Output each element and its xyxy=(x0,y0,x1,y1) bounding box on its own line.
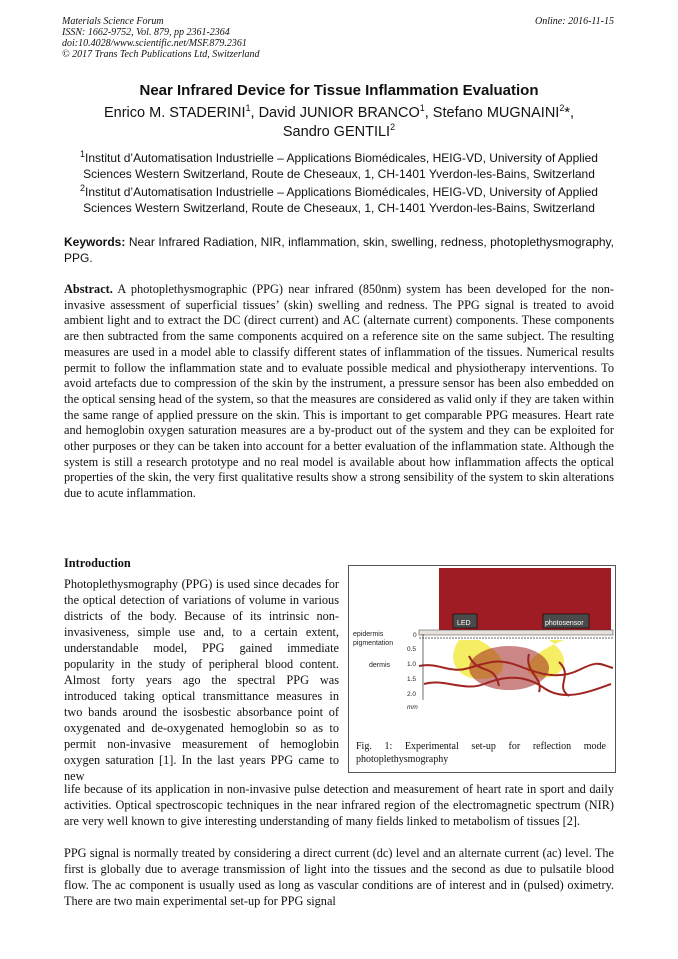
depth-tick-label: 0 xyxy=(413,632,417,639)
author-sup: 2 xyxy=(390,122,396,133)
abstract-text: A photoplethysmographic (PPG) near infrared (850nm) system has been developed for the non-invasive assessment of superficial tissues’ (skin) swelling and redness. The PPG signal is treated to avoid ambient light and to extract the DC (direct current) and AC (alternate current) components. These components are then subtracted from the same components acquired on a reference site on the same subject. The resulting measures are used in a model able to classify different states of inflammation of the tissues. Numerical results permit to follow the inflammation state and to evaluate possible medical and physiotherapy interventions. To avoid artefacts due to compression of the skin by the instrument, a pressure sensor has been also embedded on the optical sensing head of the system, so that the measures are considered as valid only if they are taken within the same range of applied pressure on the skin. This is important to get comparable PPG measures. Heart rate and hemoglobin oxygen saturation measures are a by-product out of the system and they can be exploited for other purposes or they can be taken into account for a better evaluation of the inflammation state. Although the system is still a research prototype and no real model is available about how inflammation affects the optical properties of the skin, the very first qualitative results show a strong sensibility of the system to skin alterations due to acute inflammation. xyxy=(64,282,615,501)
affiliation-text: Institut d’Automatisation Industrielle – Applications Biomédicales, HEIG-VD, University of Applied Sciences Western Switzerland, Route de Cheseaux, 1, CH-1401 Yverdon-les-Bains, Switzerland xyxy=(83,151,598,181)
introduction-continuation: life because of its application in non-invasive pulse detection and measurement of heart rate in sport and daily activities. Optical spectroscopic techniques in the near infrared region of the electromagnetic spectrum (NIR) are very well known to give interesting understanding of many fields linked to metabolism of tissues [2]. xyxy=(64,782,614,828)
section-heading-introduction: Introduction xyxy=(64,556,131,570)
figure-caption: Fig. 1: Experimental set-up for reflection mode photoplethysmography xyxy=(356,741,606,765)
journal-name: Materials Science Forum xyxy=(62,16,164,27)
paper-title: Near Infrared Device for Tissue Inflammation Evaluation xyxy=(139,82,539,99)
journal-header xyxy=(62,16,260,60)
issn-line: ISSN: 1662-9752, Vol. 879, pp 2361-2364 xyxy=(62,27,230,38)
affiliation-1 xyxy=(64,150,614,182)
dermis-label: dermis xyxy=(369,662,391,669)
depth-tick-label: 0.5 xyxy=(407,646,417,653)
epidermis-label: epidermis xyxy=(353,631,384,638)
author-name: Sandro GENTILI xyxy=(282,124,391,140)
author-sup: 1 xyxy=(245,103,251,114)
author-name: , David JUNIOR BRANCO xyxy=(250,105,420,121)
author-sup: 1 xyxy=(419,103,425,114)
corresponding-mark: *, xyxy=(564,105,575,121)
depth-tick-label: 1.5 xyxy=(407,676,417,683)
author-name: , Stefano MUGNAINI xyxy=(424,105,560,121)
epidermis-layer xyxy=(419,630,613,635)
depth-tick-label: 2.0 xyxy=(407,691,417,698)
copyright-line: © 2017 Trans Tech Publications Ltd, Switzerland xyxy=(62,49,260,60)
introduction-paragraph-2: PPG signal is normally treated by considering a direct current (dc) level and an alternate current (ac) level. The first is globally due to average transmission of light into the tissues and the second as due to pulsatile blood flow. The ac component is usually used as long as vascular conditions are of interest and in (pulsed) oximetry. There are two main experimental set-up for PPG signal xyxy=(64,846,614,908)
pigmentation-label: pigmentation xyxy=(353,640,394,647)
abstract xyxy=(64,282,614,502)
doi-line: doi:10.4028/www.scientific.net/MSF.879.2361 xyxy=(62,38,247,49)
keywords xyxy=(64,234,614,266)
keywords-text: Near Infrared Radiation, NIR, inflammation, skin, swelling, redness, photoplethysmography, PPG. xyxy=(64,235,614,265)
abstract-label: Abstract. xyxy=(64,282,113,296)
affiliation-sup: 1 xyxy=(80,149,86,159)
mm-label: mm xyxy=(407,704,418,711)
keywords-label: Keywords: xyxy=(64,235,126,249)
led-label: LED xyxy=(457,620,471,627)
author-list xyxy=(64,104,614,142)
depth-tick-label: 1.0 xyxy=(407,661,417,668)
author-sup: 2 xyxy=(559,103,565,114)
affiliation-text: Institut d’Automatisation Industrielle – Applications Biomédicales, HEIG-VD, University of Applied Sciences Western Switzerland, Route de Cheseaux, 1, CH-1401 Yverdon-les-Bains, Switzerland xyxy=(83,185,598,215)
introduction-column-text: Photoplethysmography (PPG) is used since decades for the optical detection of variations of volume in various districts of the body. Because of its intrinsic non-invasiveness, simple use and, to a certain extent, understandable model, PPG gained immediate popularity in the study of peripheral blood content. Almost forty years ago the spectral PPG was introduced taking optical transmittance measures in two bands around the isosbestic absorbance point of oxygenated and de-oxygenated hemoglobin so as to permit non-invasive measurement of hemoglobin oxygen saturation [1]. In the last years PPG came to new xyxy=(64,577,339,783)
author-name: Enrico M. STADERINI xyxy=(103,105,246,121)
online-date: Online: 2016-11-15 xyxy=(535,16,614,27)
affiliation-2 xyxy=(64,184,614,216)
affiliation-sup: 2 xyxy=(80,183,86,193)
photosensor-label: photosensor xyxy=(545,620,584,627)
